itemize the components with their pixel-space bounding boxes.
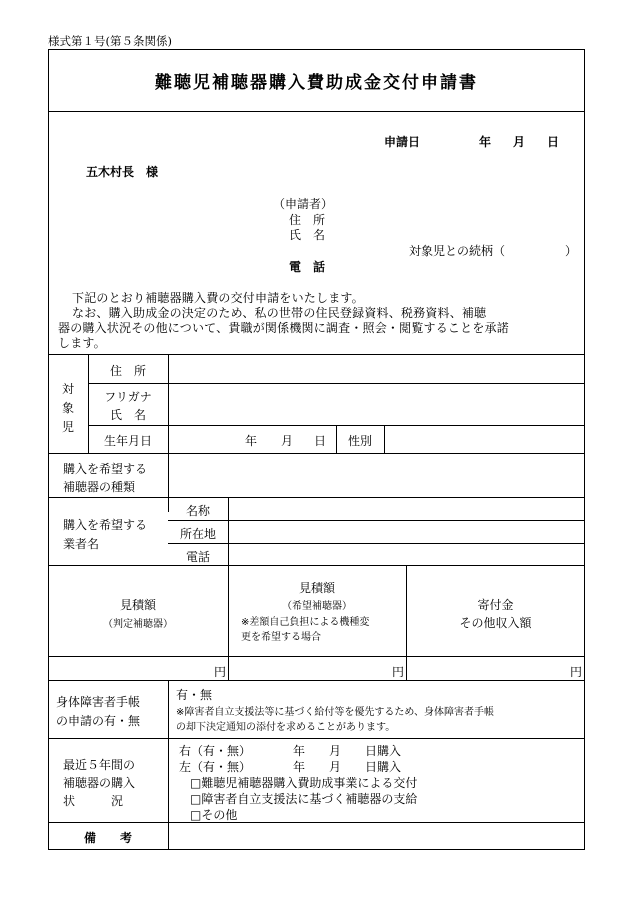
- donation-title-1: 寄付金: [477, 598, 514, 612]
- application-date-year: 年: [479, 135, 492, 149]
- yen-desired: 円: [392, 665, 405, 679]
- child-birth-month: 月: [281, 434, 294, 448]
- disability-label-2: の申請の有・無: [56, 714, 141, 728]
- vendor-label-1: 購入を希望する: [63, 518, 148, 532]
- vendor-location-label: 所在地: [179, 527, 216, 541]
- divider-title: [48, 111, 585, 112]
- disability-choice: 有・無: [176, 688, 213, 702]
- child-address-label: 住 所: [109, 364, 146, 378]
- disability-note-2: の却下決定通知の添付を求めることがあります。: [176, 722, 396, 733]
- application-date-day: 日: [547, 135, 560, 149]
- statement-line-2: なお、購入助成金の決定のため、私の世帯の住民登録資料、税務資料、補聴: [72, 306, 487, 320]
- disability-note-1: ※障害者自立支援法等に基づく給付等を優先するため、身体障害者手帳: [176, 707, 494, 718]
- device-type-label-1: 購入を希望する: [63, 462, 148, 476]
- estimate-judged-title: 見積額: [119, 598, 156, 612]
- applicant-label: （申請者）: [273, 197, 334, 211]
- history-option-other: □その他: [190, 808, 238, 822]
- child-section-label-2: 象: [61, 401, 74, 415]
- history-label-1: 最近５年間の: [63, 758, 136, 772]
- estimate-judged-sub: （判定補聴器）: [103, 619, 173, 630]
- device-type-label-2: 補聴器の種類: [63, 480, 136, 494]
- estimate-desired-sub: （希望補聴器）: [282, 601, 352, 612]
- child-birth-label: 生年月日: [103, 434, 152, 448]
- statement-line-1: 下記のとおり補聴器購入費の交付申請をいたします。: [72, 291, 364, 305]
- application-date-label: 申請日: [384, 135, 421, 149]
- divider-child-top: [48, 354, 585, 355]
- estimate-desired-note-1: ※差額自己負担による機種変: [241, 617, 370, 628]
- child-furigana-label: フリガナ: [104, 390, 152, 404]
- yen-donation: 円: [570, 665, 583, 679]
- form-number: 様式第１号(第５条関係): [48, 34, 172, 48]
- applicant-phone-label: 電 話: [289, 260, 326, 274]
- history-right-ear: 右（有・無） 年 月 日購入: [179, 744, 402, 758]
- disability-label-1: 身体障害者手帳: [56, 695, 141, 709]
- statement-line-4: します。: [58, 336, 106, 350]
- donation-title-2: その他収入額: [459, 616, 532, 630]
- yen-judged: 円: [214, 665, 227, 679]
- history-left-ear: 左（有・無） 年 月 日購入: [179, 760, 402, 774]
- history-option-support-act: □障害者自立支援法に基づく補聴器の支給: [190, 792, 418, 806]
- child-birth-year: 年: [245, 434, 258, 448]
- relation-label: 対象児との続柄（ ）: [409, 244, 578, 258]
- child-gender-label: 性別: [347, 434, 372, 448]
- statement-line-3: 器の購入状況その他について、貴職が関係機関に調査・照会・閲覧することを承諾: [58, 321, 509, 335]
- vendor-phone-label: 電話: [185, 550, 210, 564]
- child-name-label: 氏 名: [109, 408, 146, 422]
- vendor-label-2: 業者名: [63, 537, 100, 551]
- estimate-desired-title: 見積額: [298, 581, 335, 595]
- vendor-name-label: 名称: [185, 504, 210, 518]
- child-section-label-3: 児: [61, 420, 74, 434]
- estimate-desired-note-2: 更を希望する場合: [241, 632, 321, 643]
- history-label-3: 状 況: [63, 794, 124, 808]
- form-title: 難聴児補聴器購入費助成金交付申請書: [155, 73, 478, 93]
- application-date-month: 月: [513, 135, 526, 149]
- addressee: 五木村長 様: [86, 165, 159, 179]
- history-option-subsidy: □難聴児補聴器購入費助成事業による交付: [190, 776, 418, 790]
- applicant-address-label: 住 所: [289, 213, 326, 227]
- remarks-label: 備 考: [83, 831, 132, 845]
- history-label-2: 補聴器の購入: [63, 776, 136, 790]
- child-section-label-1: 対: [61, 382, 74, 396]
- applicant-name-label: 氏 名: [289, 228, 326, 242]
- child-birth-day: 日: [314, 434, 327, 448]
